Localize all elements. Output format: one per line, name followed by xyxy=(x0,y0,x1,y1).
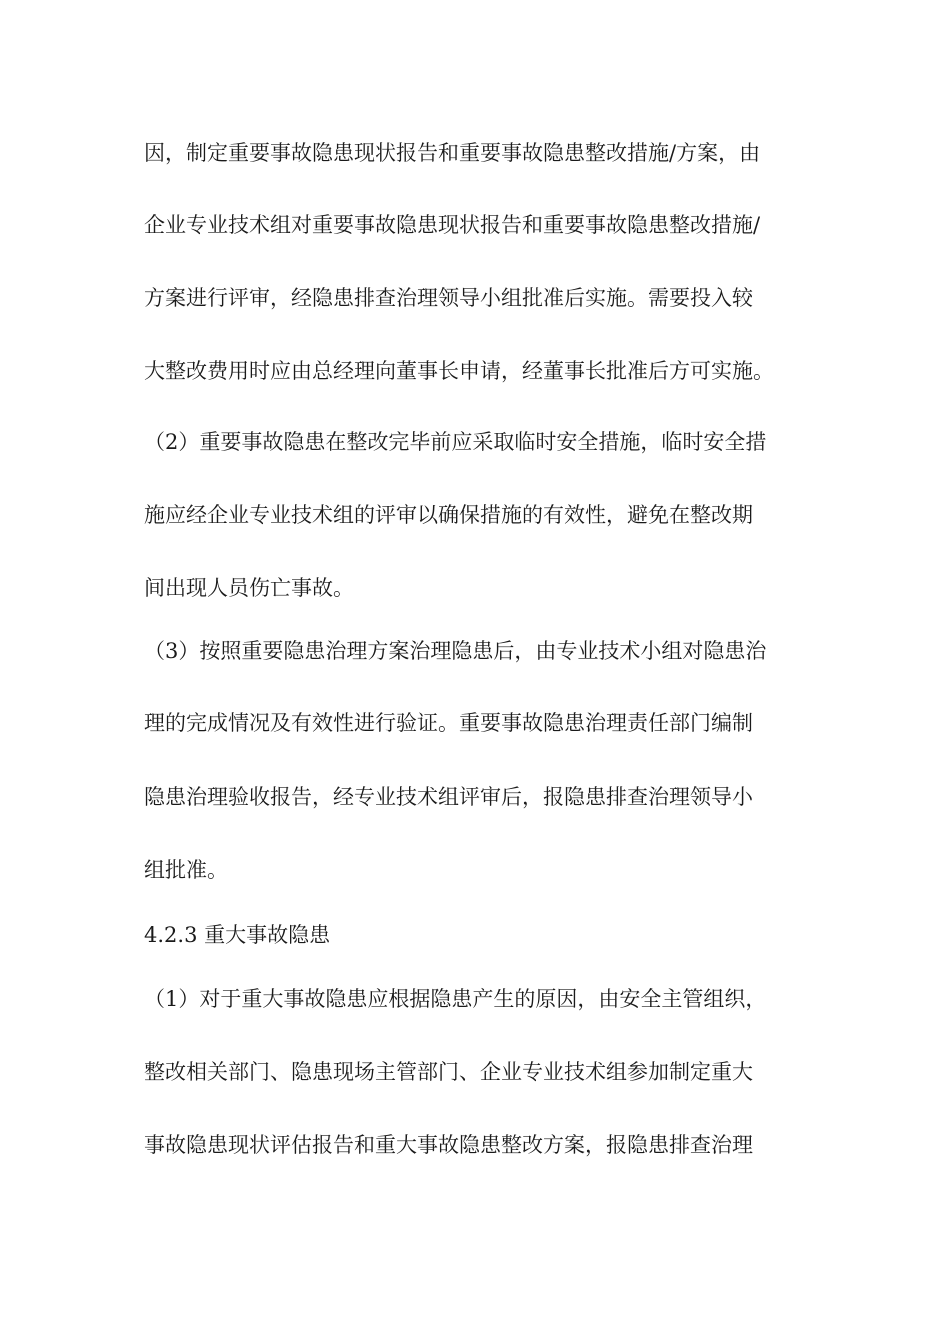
body-text-line: 因，制定重要事故隐患现状报告和重要事故隐患整改措施/方案，由 xyxy=(144,141,761,165)
body-text-line: 隐患治理验收报告，经专业技术组评审后，报隐患排查治理领导小 xyxy=(144,785,753,809)
body-text-line: 间出现人员伤亡事故。 xyxy=(144,576,354,600)
body-text-line: 事故隐患现状评估报告和重大事故隐患整改方案，报隐患排查治理 xyxy=(144,1133,753,1157)
list-item-3-line: （3）按照重要隐患治理方案治理隐患后，由专业技术小组对隐患治 xyxy=(144,639,767,663)
body-text-line: 方案进行评审，经隐患排查治理领导小组批准后实施。需要投入较 xyxy=(144,286,753,310)
body-text-line: 组批准。 xyxy=(144,858,228,882)
body-text-line: 理的完成情况及有效性进行验证。重要事故隐患治理责任部门编制 xyxy=(144,711,753,735)
body-text-line: 大整改费用时应由总经理向董事长申请，经董事长批准后方可实施。 xyxy=(144,359,774,383)
list-item-1-line: （1）对于重大事故隐患应根据隐患产生的原因，由安全主管组织， xyxy=(144,987,767,1011)
section-heading: 4.2.3 重大事故隐患 xyxy=(144,923,331,947)
list-item-2-line: （2）重要事故隐患在整改完毕前应采取临时安全措施，临时安全措 xyxy=(144,430,767,454)
body-text-line: 企业专业技术组对重要事故隐患现状报告和重要事故隐患整改措施/ xyxy=(144,213,761,237)
body-text-line: 整改相关部门、隐患现场主管部门、企业专业技术组参加制定重大 xyxy=(144,1060,753,1084)
body-text-line: 施应经企业专业技术组的评审以确保措施的有效性，避免在整改期 xyxy=(144,503,753,527)
